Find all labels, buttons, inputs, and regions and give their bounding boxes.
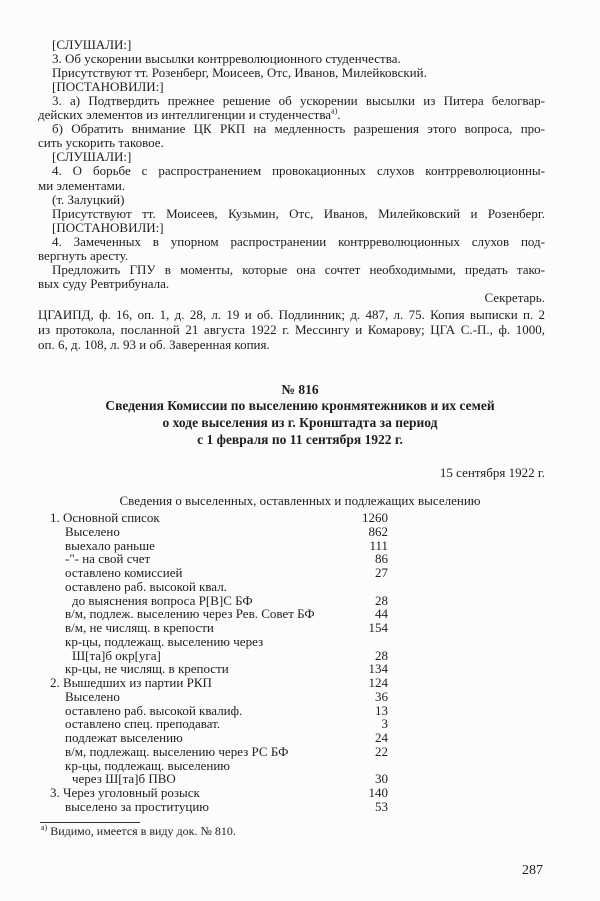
protocol-line-text: [СЛУШАЛИ:] [52, 37, 132, 52]
protocol-line [52, 235, 545, 249]
protocol-line [52, 164, 545, 178]
row-value: 44 [375, 606, 388, 622]
document-title-line-2: о ходе выселения из г. Кронштадта за период [162, 415, 438, 430]
table-row [0, 580, 600, 594]
table-row [0, 800, 600, 814]
protocol-line-text: сить ускорить таковое. [38, 135, 164, 151]
row-label: выехало раньше [65, 537, 155, 553]
source-line: из протокола, посланной 21 августа 1922 г. Мессингу и Комарову; ЦГА С.-П., ф. 1000, [38, 322, 545, 337]
row-label: 1. Основной список [50, 510, 160, 525]
row-value: 53 [375, 798, 388, 814]
row-label: подлежат выселению [65, 730, 183, 746]
protocol-line-text: 3. а) Подтвердить прежнее решение об ускорении высылки из Питера белогвар- [52, 93, 545, 109]
row-label: кр-цы, подлежащ. выселению через [65, 633, 264, 649]
source-line: ЦГАИПД, ф. 16, оп. 1, д. 28, л. 19 и об. Подлинник; д. 487, л. 75. Копия выписки п. 2 [38, 307, 545, 322]
row-label: оставлено раб. высокой квал. [65, 578, 227, 594]
row-label: Выселено [65, 688, 120, 704]
footnote-marker: а) [41, 823, 48, 832]
protocol-line-text: 4. О борьбе с распространением провокационных слухов контрреволюционны- [52, 163, 545, 179]
protocol-line-text: 3. Об ускорении высылки контрреволюционного студенчества. [52, 51, 401, 67]
row-label: 2. Вышедших из партии РКП [50, 675, 212, 691]
document-title-line-3: с 1 февраля по 11 сентября 1922 г. [197, 432, 403, 447]
protocol-line [38, 179, 125, 193]
row-value: 134 [368, 661, 388, 677]
row-value: 30 [375, 771, 388, 787]
row-value: 13 [375, 702, 388, 718]
protocol-line-text: [ПОСТАНОВИЛИ:] [52, 79, 164, 95]
protocol-line-text: Секретарь. [484, 289, 545, 305]
row-label: 3. Через уголовный розыск [50, 785, 200, 801]
footnote-text: Видимо, имеется в виду док. № 810. [50, 824, 236, 838]
protocol-line-text: Предложить ГПУ в моменты, которые она сочтет необходимыми, предать тако- [52, 261, 545, 277]
protocol-line [52, 150, 131, 164]
protocol-line [52, 66, 427, 80]
row-value: 1260 [362, 510, 388, 525]
protocol-line-text: [ПОСТАНОВИЛИ:] [52, 219, 164, 235]
row-value: 124 [368, 675, 388, 691]
row-label: Выселено [65, 523, 120, 539]
row-label: кр-цы, подлежащ. выселению [65, 757, 231, 773]
row-value: 24 [375, 730, 388, 746]
table-row [0, 525, 600, 539]
row-value: 140 [368, 785, 388, 801]
table-row [0, 621, 600, 635]
protocol-line [52, 80, 164, 94]
row-value: 3 [381, 716, 388, 732]
row-label: до выяснения вопроса Р[В]С БФ [72, 592, 253, 608]
protocol-line-text: 4. Замеченных в упорном распространении контрреволюционных слухов под- [52, 233, 545, 249]
table-row [0, 745, 600, 759]
table-row [0, 566, 600, 580]
protocol-line: дейских элементов из интеллигенции и студенчества$^{а)}$. [38, 106, 341, 123]
protocol-line [52, 263, 545, 277]
row-value: 862 [368, 523, 388, 539]
protocol-line [52, 193, 124, 207]
row-value: 22 [375, 743, 388, 759]
row-label: оставлено комиссией [65, 565, 183, 581]
row-label: в/м, не числящ. в крепости [65, 620, 214, 636]
protocol-line-text: вергнуть аресту. [38, 247, 129, 263]
row-value: 86 [375, 551, 388, 567]
protocol-line-text: вых суду Ревтрибунала. [38, 275, 170, 291]
protocol-line-text: б) Обратить внимание ЦК РКП на медленность разрешения этого вопроса, про- [52, 121, 545, 137]
source-line: оп. 6, д. 108, л. 93 и об. Заверенная копия. [38, 337, 270, 352]
row-value: 28 [375, 592, 388, 608]
protocol-line-text: [СЛУШАЛИ:] [52, 149, 132, 165]
row-label: в/м, подлеж. выселению через Рев. Совет БФ [65, 606, 315, 622]
protocol-line [52, 122, 545, 136]
protocol-line-text: Присутствуют тт. Розенберг, Моисеев, Отс, Иванов, Милейковский. [52, 65, 427, 81]
footnote [41, 824, 236, 838]
row-value: 27 [375, 565, 388, 581]
row-value: 111 [369, 537, 388, 553]
row-label: оставлено спец. преподават. [65, 716, 221, 732]
protocol-line [52, 221, 164, 235]
protocol-line-text: дейских элементов из интеллигенции и студенчества [38, 107, 332, 123]
table-row [0, 635, 600, 649]
row-label: через Ш[та]б ПВО [72, 771, 176, 787]
footnote-reference: а) [331, 106, 338, 116]
protocol-line [38, 249, 128, 263]
table-row [0, 690, 600, 704]
protocol-line [52, 52, 401, 66]
row-value: 36 [375, 688, 388, 704]
row-label: оставлено раб. высокой квалиф. [65, 702, 243, 718]
protocol-line-text: ми элементами. [38, 177, 126, 193]
document-number: № 816 [281, 382, 319, 397]
row-label: в/м, подлежащ. выселению через РС БФ [65, 743, 289, 759]
protocol-line [52, 207, 545, 221]
table-row [0, 676, 600, 690]
row-label: Ш[та]б окр[уга] [72, 647, 161, 663]
protocol-line [485, 291, 545, 305]
document-title-line-1: Сведения Комиссии по выселению кронмятежников и их семей [105, 398, 495, 413]
table-subtitle: Сведения о выселенных, оставленных и подлежащих выселению [119, 493, 481, 508]
protocol-line [52, 38, 131, 52]
row-value: 154 [368, 620, 388, 636]
page-number: 287 [522, 863, 543, 878]
protocol-line-text: (т. Залуцкий) [52, 191, 125, 207]
row-value: 28 [375, 647, 388, 663]
protocol-line-text: Присутствуют тт. Моисеев, Кузьмин, Отс, Иванов, Милейковский и Розенберг. [52, 205, 545, 221]
protocol-line [38, 277, 169, 291]
row-label: -"- на свой счет [65, 551, 151, 567]
footnote-divider [40, 822, 140, 823]
row-label: выселено за проституцию [65, 798, 210, 814]
document-date: 15 сентября 1922 г. [439, 465, 545, 480]
protocol-line [38, 136, 164, 150]
row-label: кр-цы, не числящ. в крепости [65, 661, 229, 677]
table-row [0, 511, 600, 525]
